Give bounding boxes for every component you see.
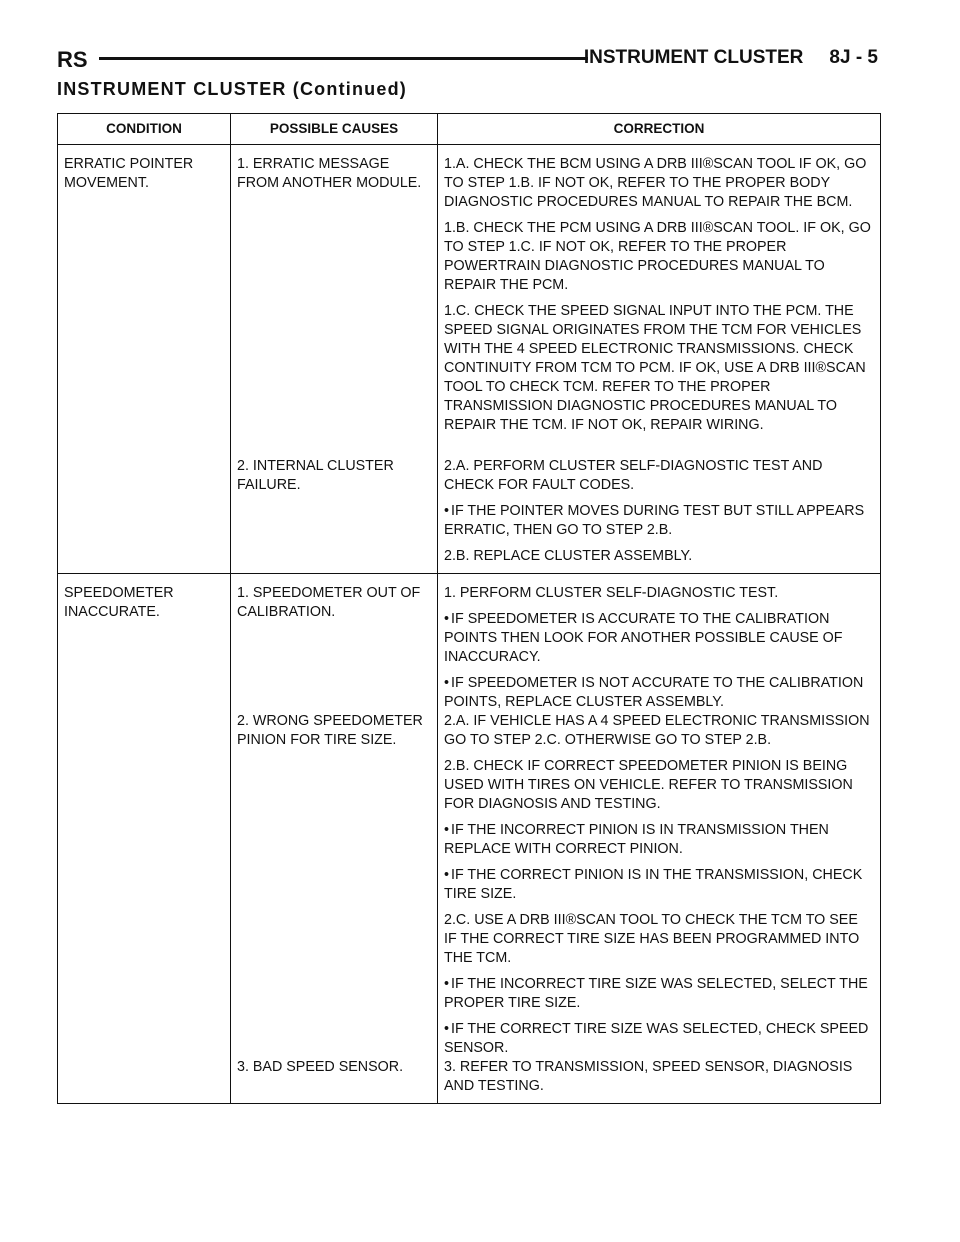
table-row bbox=[58, 435, 881, 574]
table-row bbox=[58, 712, 881, 1058]
table-header-row bbox=[58, 114, 881, 145]
correction-bullet: • IF SPEEDOMETER IS NOT ACCURATE TO THE CALIBRATION POINTS, REPLACE CLUSTER ASSEMBLY. bbox=[444, 674, 874, 712]
correction-cell bbox=[438, 712, 881, 1058]
correction-bullet: • IF THE INCORRECT TIRE SIZE WAS SELECTED, SELECT THE PROPER TIRE SIZE. bbox=[444, 975, 874, 1013]
correction-step: 3. REFER TO TRANSMISSION, SPEED SENSOR, DIAGNOSIS AND TESTING. bbox=[444, 1059, 853, 1094]
column-header-correction: CORRECTION bbox=[438, 114, 881, 145]
cause-cell: 2. INTERNAL CLUSTER FAILURE. bbox=[231, 435, 438, 574]
condition-cell: SPEEDOMETER INACCURATE. bbox=[58, 574, 231, 713]
page-number: 8J - 5 bbox=[829, 47, 878, 68]
correction-step: 2.B. CHECK IF CORRECT SPEEDOMETER PINION IS BEING USED WITH TIRES ON VEHICLE. REFER TO TRANSMISSION FOR DIAGNOSIS AND TESTING. bbox=[444, 758, 853, 812]
correction-cell bbox=[438, 145, 881, 436]
correction-step: 1.A. CHECK THE BCM USING A DRB III®SCAN TOOL IF OK, GO TO STEP 1.B. IF NOT OK, REFER TO THE PROPER BODY DIAGNOSTIC PROCEDURES MANUAL TO REPAIR THE BCM. bbox=[444, 156, 867, 210]
correction-step: 2.C. USE A DRB III®SCAN TOOL TO CHECK THE TCM TO SEE IF THE CORRECT TIRE SIZE HAS BEEN PROGRAMMED INTO THE TCM. bbox=[444, 912, 860, 966]
correction-cell bbox=[438, 574, 881, 713]
correction-cell bbox=[438, 435, 881, 574]
correction-bullet: • IF THE CORRECT PINION IS IN THE TRANSMISSION, CHECK TIRE SIZE. bbox=[444, 866, 874, 904]
correction-step: 1. PERFORM CLUSTER SELF-DIAGNOSTIC TEST. bbox=[444, 585, 779, 601]
page-header bbox=[57, 40, 878, 76]
correction-step: 2.A. PERFORM CLUSTER SELF-DIAGNOSTIC TEST AND CHECK FOR FAULT CODES. bbox=[444, 458, 823, 493]
condition-cell bbox=[58, 1058, 231, 1104]
condition-cell bbox=[58, 712, 231, 1058]
header-right bbox=[584, 47, 878, 69]
header-code: RS bbox=[57, 47, 88, 72]
header-rule bbox=[99, 57, 588, 60]
correction-bullet: • IF SPEEDOMETER IS ACCURATE TO THE CALIBRATION POINTS THEN LOOK FOR ANOTHER POSSIBLE CAUSE OF INACCURACY. bbox=[444, 610, 874, 667]
cause-cell: 1. ERRATIC MESSAGE FROM ANOTHER MODULE. bbox=[231, 145, 438, 436]
table-row bbox=[58, 574, 881, 713]
correction-step: 1.C. CHECK THE SPEED SIGNAL INPUT INTO THE PCM. THE SPEED SIGNAL ORIGINATES FROM THE TCM FOR VEHICLES WITH THE 4 SPEED ELECTRONIC TRANSMISSIONS. CHECK CONTINUITY FROM TCM TO PCM. IF OK, USE A DRB III®SCAN TOOL TO CHECK TCM. REFER TO THE PROPER TRANSMISSION DIAGNOSTIC PROCEDURES MANUAL TO REPAIR THE TCM. IF NOT OK, REPAIR WIRING. bbox=[444, 303, 866, 433]
condition-cell: ERRATIC POINTER MOVEMENT. bbox=[58, 145, 231, 436]
cause-cell: 1. SPEEDOMETER OUT OF CALIBRATION. bbox=[231, 574, 438, 713]
cause-cell: 3. BAD SPEED SENSOR. bbox=[231, 1058, 438, 1104]
condition-cell bbox=[58, 435, 231, 574]
correction-bullet: • IF THE INCORRECT PINION IS IN TRANSMISSION THEN REPLACE WITH CORRECT PINION. bbox=[444, 821, 874, 859]
correction-step: 2.A. IF VEHICLE HAS A 4 SPEED ELECTRONIC TRANSMISSION GO TO STEP 2.C. OTHERWISE GO TO STEP 2.B. bbox=[444, 713, 870, 748]
correction-cell bbox=[438, 1058, 881, 1104]
diagnosis-table bbox=[57, 113, 881, 1104]
correction-step: 1.B. CHECK THE PCM USING A DRB III®SCAN TOOL. IF OK, GO TO STEP 1.C. IF NOT OK, REFER TO THE PROPER POWERTRAIN DIAGNOSTIC PROCEDURES MANUAL TO REPAIR THE PCM. bbox=[444, 220, 871, 293]
correction-step: 2.B. REPLACE CLUSTER ASSEMBLY. bbox=[444, 548, 693, 564]
table-row bbox=[58, 145, 881, 436]
cause-cell: 2. WRONG SPEEDOMETER PINION FOR TIRE SIZE. bbox=[231, 712, 438, 1058]
section-subtitle: INSTRUMENT CLUSTER (Continued) bbox=[57, 79, 407, 99]
correction-bullet: • IF THE CORRECT TIRE SIZE WAS SELECTED, CHECK SPEED SENSOR. bbox=[444, 1020, 874, 1058]
column-header-causes: POSSIBLE CAUSES bbox=[231, 114, 438, 145]
correction-bullet: • IF THE POINTER MOVES DURING TEST BUT STILL APPEARS ERRATIC, THEN GO TO STEP 2.B. bbox=[444, 502, 874, 540]
header-section: INSTRUMENT CLUSTER bbox=[583, 47, 804, 68]
column-header-condition: CONDITION bbox=[58, 114, 231, 145]
table-row bbox=[58, 1058, 881, 1104]
